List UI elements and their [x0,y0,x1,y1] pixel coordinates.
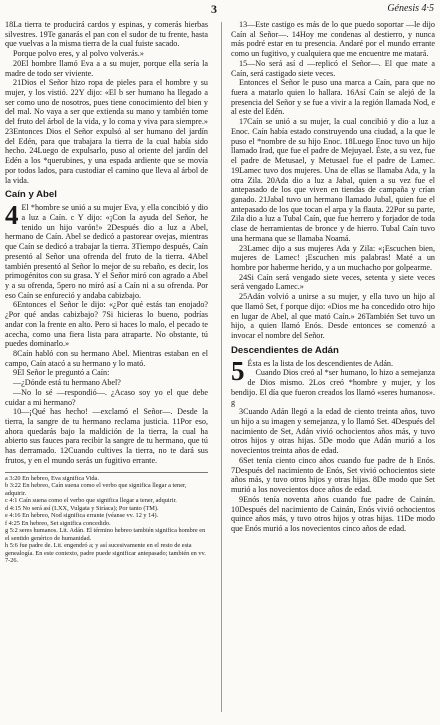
footnote: f 4:25 En hebreo, Set significa concedido. [5,519,111,527]
footnote: g 5:2 seres humanos. Lit. Adán. El término hebreo también significa hombre en el sentido genérico de humanidad. [5,527,206,542]
chapter-number: 5 [231,355,245,386]
footnotes [5,472,208,565]
verse-paragraph: Cuando Dios creó al *ser humano, lo hizo a semejanza de Dios mismo. 2Los creó *hombre y mujer, y los bendijo. El día que fueron creados los llamó «seres humanos». g [231,368,435,407]
verse-paragraph: 10—¡Qué has hecho! —exclamó el Señor—. Desde la tierra, la sangre de tu hermano reclama justicia. 11Por eso, ahora quedarás bajo la maldición de la tierra, la cual ha abierto sus fauces para recibir la sangre de tu hermano, que tú has derramado. 12Cuando cultives la tierra, no te dará sus frutos, y en el mundo serás un fugitivo errante. [5,407,208,465]
footnote: a 3:20 En hebreo, Eva significa Vida. [5,474,99,482]
chapter-opening [5,200,208,300]
verse-paragraph: —¿Dónde está tu hermano Abel? [13,378,121,388]
verse-paragraph: 13—Este castigo es más de lo que puedo soportar —le dijo Caín al Señor—. 14Hoy me condenas al destierro, y nunca más podré estar en tu presencia. Andaré por el mundo errante como un fugitivo, y cualquiera que me encuentre me matará. [231,20,435,59]
verse-paragraph: 17Caín se unió a su mujer, la cual concibió y dio a luz a Enoc. Caín había estado construyendo una ciudad, a la que le puso el *nombre de su hijo Enoc. 18Luego Enoc tuvo un hijo llamado Irad, que fue el padre de Mejuyael. Éste, a su vez, fue el padre de Metusael, y Metusael fue el padre de Lamec. 19Lamec tuvo dos mujeres. Una de ellas se llamaba Ada, y la otra Zila. 20Ada dio a luz a Jabal, quien a su vez fue el antepasado de los que viven en tiendas de campaña y crían ganado. 21Jabal tuvo un hermano llamado Jubal, quien fue el antepasado de los que tocan el arpa y la flauta. 22Por su parte, Zila dio a luz a Tubal Caín, que fue herrero y forjador de toda clase de herramientas de bronce y de hierro. Tubal Caín tuvo una hermana que se llamaba Noamá. [231,117,435,243]
chapter-number: 4 [5,200,19,231]
footnote: b 3:22 En hebreo, Caín suena como el verbo que significa llegar a tener, adquirir. [5,482,187,497]
verse-paragraph: 18La tierra te producirá cardos y espinas, y comerás hierbas silvestres. 19Te ganarás el pan con el sudor de tu frente, hasta que vuelvas a la misma tierra de la cual fuiste sacado. [5,20,208,49]
verse-paragraph: Entonces el Señor le puso una marca a Caín, para que no fuera a matarlo quien lo hallara. 16Así Caín se alejó de la presencia del Señor y se fue a vivir a la región llamada Nod, e al este del Edén. [231,78,435,117]
running-head: Génesis 4·5 [387,3,434,14]
section-heading: Caín y Abel [5,189,57,201]
verse-text: Ésta es la lista de los descendientes de Adán. [247,358,394,368]
left-column [5,20,208,565]
verse-paragraph: 15—No será así d —replicó el Señor—. El que mate a Caín, será castigado siete veces. [231,58,435,78]
verse-paragraph: 23Lamec dijo a sus mujeres Ada y Zila: «¡Escuchen bien, mujeres de Lamec! ¡Escuchen mis palabras! Maté a un hombre por haberme herido, y a un muchacho por golpearme. [231,243,435,272]
page-header [0,2,440,18]
chapter-opening [231,355,435,386]
verse-paragraph: 6Entonces el Señor le dijo: «¿Por qué estás tan enojado? ¿Por qué andas cabizbajo? 7Si hicieras lo bueno, podrías andar con la frente en alto. Pero si haces lo malo, el pecado te acecha, como una fiera lista para atraparte. No obstante, tú puedes dominarlo.» [5,300,208,349]
page-number: 3 [211,2,217,16]
verse-text: El *hombre se unió a su mujer Eva, y ella concibió y dio a luz a Caín. c Y dijo: «¡Con la ayuda del Señor, he tenido un hijo varón!» 2Después dio a luz a Abel, hermano de Caín. Abel se dedicó a pastorear ovejas, mientras que Caín se dedicó a trabajar la tierra. 3Tiempo después, Caín presentó al Señor una ofrenda del fruto de la tierra. 4Abel también presentó al Señor lo mejor de su rebaño, es decir, los primogénitos con su grasa. Y el Señor miró con agrado a Abel y a su ofrenda, 5pero no miró así a Caín ni a su ofrenda. Por eso Caín se enfureció y andaba cabizbajo. [5,203,208,300]
footnote: h 5:6 fue padre de. Lit. engendró a; y así sucesivamente en el resto de esta genealogía. En este contexto, padre puede significar antepasado; también en vv. 7-26. [5,542,206,565]
verse-paragraph: —No lo sé —respondió—. ¿Acaso soy yo el que debe cuidar a mi hermano? [5,387,208,407]
footnote: e 4:16 En hebreo, Nod significa errante (véanse vv. 12 y 14). [5,512,159,520]
footnote: d 4:15 No será así (LXX, Vulgata y Siríaca); Por tanto (TM). [5,504,159,512]
verse-paragraph: 6Set tenía ciento cinco años cuando fue padre de h Enós. 7Después del nacimiento de Enós, Set vivió ochocientos siete años más, y tuvo otros hijos y otras hijas. 8De modo que Set murió a los novecientos doce años de edad. [231,455,435,495]
verse-paragraph: 20El hombre llamó Eva a a su mujer, porque ella sería la madre de todo ser viviente. [5,58,208,78]
verse-paragraph: 9El Señor le preguntó a Caín: [13,368,110,378]
verse-paragraph: 3Cuando Adán llegó a la edad de ciento treinta años, tuvo un hijo a su imagen y semejanza, y lo llamó Set. 4Después del nacimiento de Set, Adán vivió ochocientos años más, y tuvo otros hijos y otras hijas. 5De modo que Adán murió a los novecientos treinta años de edad. [231,407,435,456]
footnote: c 4:1 Caín suena como el verbo que significa llegar a tener, adquirir. [5,497,177,505]
verse-paragraph: 8Caín habló con su hermano Abel. Mientras estaban en el campo, Caín atacó a su hermano y lo mató. [5,349,208,368]
verse-paragraph: 24Si Caín será vengado siete veces, setenta y siete veces será vengado Lamec.» [231,272,435,292]
verse-paragraph: 9Enós tenía noventa años cuando fue padre de Cainán. 10Después del nacimiento de Cainán, Enós vivió ochocientos quince años más, y tuvo otros hijos y otras hijas. 11De modo que Enós murió a los novecientos cinco años de edad. [231,494,435,533]
section-heading: Descendientes de Adán [231,344,339,356]
column-divider [221,22,222,712]
right-column [231,20,435,534]
verse-paragraph: 21Dios el Señor hizo ropa de pieles para el hombre y su mujer, y los vistió. 22Y dijo: «El b ser humano ha llegado a ser como uno de nosotros, pues tiene conocimiento del bien y del mal. No vaya a ser que extienda su mano y también tome del fruto del árbol de la vida, y lo coma y viva para siempre.» 23Entonces Dios el Señor expulsó al ser humano del jardín del Edén, para que trabajara la tierra de la cual había sido hecho. 24Luego de expulsarlo, puso al oriente del jardín del Edén a los *querubines, y una espada ardiente que se movía por todos lados, para custodiar el camino que lleva al árbol de la vida. [5,78,208,185]
verse-paragraph: 25Adán volvió a unirse a su mujer, y ella tuvo un hijo al que llamó Set, f porque dijo: «Dios me ha concedido otro hijo en lugar de Abel, al que mató Caín.» 26También Set tuvo un hijo, a quien llamó Enós. Desde entonces se comenzó a invocar el nombre del Señor. [231,292,435,340]
verse-paragraph: Porque polvo eres, y al polvo volverás.» [13,49,144,59]
